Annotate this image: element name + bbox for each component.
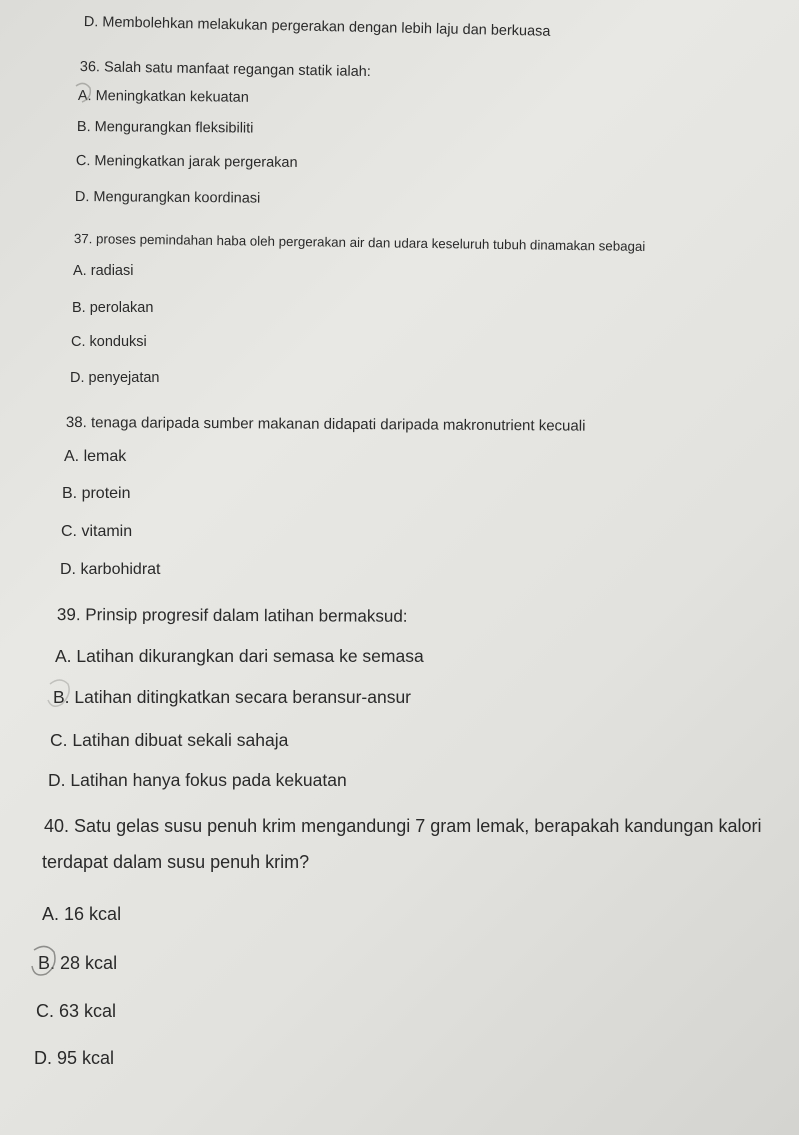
question-38-stem (66, 414, 586, 435)
option-letter: C. (75, 153, 91, 170)
option-text: Meningkatkan kekuatan (95, 88, 249, 106)
option-text: Membolehkan melakukan pergerakan dengan lebih laju dan berkuasa (102, 14, 551, 40)
option-text: radiasi (90, 263, 134, 279)
option-letter: D. (83, 14, 99, 31)
option-q39-d (48, 770, 347, 791)
option-text: lemak (83, 448, 127, 465)
option-q36-a (78, 88, 249, 106)
option-q39-a (55, 646, 424, 667)
option-q40-c (36, 1001, 116, 1022)
option-q36-c (76, 153, 298, 171)
option-q38-b (62, 485, 131, 503)
option-text: konduksi (89, 334, 147, 350)
option-letter: B. (53, 687, 70, 707)
option-q38-c (61, 523, 132, 541)
option-letter: B. (38, 953, 56, 973)
question-number: 36. (79, 59, 101, 76)
option-text: penyejatan (88, 370, 160, 386)
question-40-stem-continued (42, 852, 309, 873)
option-text: vitamin (81, 523, 133, 540)
question-37-stem (74, 231, 646, 254)
option-text: 16 kcal (64, 904, 122, 924)
option-text: Latihan ditingkatkan secara beransur-ansur (74, 687, 412, 707)
option-q40-d (34, 1048, 114, 1069)
option-text: Meningkatkan jarak pergerakan (94, 153, 298, 171)
option-letter: D. (70, 370, 85, 386)
option-text: Latihan hanya fokus pada kekuatan (70, 770, 347, 790)
option-text: perolakan (89, 300, 154, 316)
question-39-stem (57, 605, 408, 627)
option-q40-b (38, 953, 117, 974)
option-q35-d (84, 14, 551, 40)
question-text: Salah satu manfaat regangan statik ialah: (103, 59, 371, 81)
question-number: 40. (44, 816, 70, 836)
option-letter: A. (64, 448, 80, 465)
option-q37-d (70, 370, 159, 386)
option-q38-a (64, 448, 126, 466)
option-q39-b (53, 687, 411, 708)
option-letter: A. (55, 646, 72, 666)
question-number: 38. (65, 414, 87, 432)
option-text: Mengurangkan koordinasi (93, 189, 261, 207)
question-text: Prinsip progresif dalam latihan bermaksud: (85, 605, 408, 626)
question-text-continued: terdapat dalam susu penuh krim? (42, 852, 310, 872)
option-letter: C. (71, 334, 86, 350)
question-text: proses pemindahan haba oleh pergerakan air dan udara keseluruh tubuh dinamakan sebagai (95, 231, 646, 254)
option-letter: D. (34, 1048, 52, 1068)
option-text: 63 kcal (59, 1001, 117, 1021)
option-text: protein (81, 485, 131, 502)
option-letter: B. (62, 485, 78, 502)
question-number: 37. (73, 231, 93, 247)
option-q39-c (50, 730, 288, 751)
option-letter: C. (50, 730, 68, 750)
option-text: Mengurangkan fleksibiliti (94, 119, 254, 137)
option-letter: A. (73, 263, 87, 279)
option-q37-a (73, 263, 133, 279)
option-text: 95 kcal (57, 1048, 115, 1068)
option-letter: B. (76, 119, 91, 136)
option-letter: D. (74, 189, 90, 206)
option-letter: A. (42, 904, 60, 924)
option-text: Latihan dikurangkan dari semasa ke semasa (76, 646, 424, 666)
option-letter: C. (61, 523, 77, 540)
option-q37-c (71, 334, 147, 350)
option-q37-b (72, 300, 153, 316)
option-letter: B. (72, 300, 86, 316)
option-text: Latihan dibuat sekali sahaja (72, 730, 289, 750)
option-text: karbohidrat (80, 561, 161, 578)
option-q40-a (42, 904, 121, 925)
option-letter: D. (48, 770, 66, 790)
question-number: 39. (56, 605, 81, 625)
option-letter: A. (77, 88, 92, 105)
option-text: 28 kcal (60, 953, 118, 973)
question-40-stem (44, 816, 761, 837)
option-letter: C. (36, 1001, 54, 1021)
option-q38-d (60, 561, 161, 579)
option-q36-d (75, 189, 261, 207)
question-text: tenaga daripada sumber makanan didapati daripada makronutrient kecuali (90, 414, 586, 435)
question-36-stem (80, 59, 371, 80)
option-q36-b (77, 119, 254, 137)
option-letter: D. (60, 561, 76, 578)
question-text: Satu gelas susu penuh krim mengandungi 7 gram lemak, berapakah kandungan kalori (74, 816, 762, 836)
